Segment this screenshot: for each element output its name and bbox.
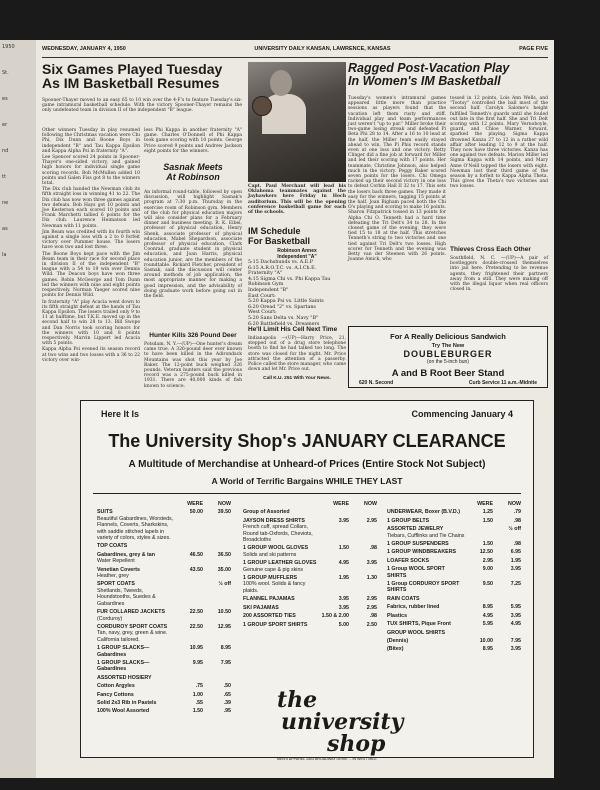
schedule-line: 6:15 A.R.O.T.C. vs. A.I.Ch.E. xyxy=(248,265,317,271)
ad2-column-3: WERE NOW UNDERWEAR, Boxer (B.V.D.) 1.25 .79 1 GROUP BELTS 1.50 .98 ASSORTED JEWELRY Tiebars, Cufflinks and Tie Chains ½ off 1 GROUP SUSPENDERS 1.50 .98 1 GROUP WINDBREAKERS 12.50 6.95 LOAFER SOCKS 2.95 1.95 1 Group WOOL SPORT SHIRTS 9.00 3.95 1 Group CORDUROY SPORT SHIRTS 9.50 7.25 RAIN COATS Fabrics, rubber lined 8.95 5.95 Plastics 4.95 3.95 TUX SHIRTS, Pique Front 5.95 4.95 GROUP WOOL SHIRTS (Dennis) 10.00 7.95 (Bitex) 8.95 3.95 xyxy=(387,501,521,653)
ad-item-was-price: 3.95 xyxy=(338,596,349,603)
ad2-column-2: WERE NOW Group of Assorted JAYSON DRESS SHIRTS French cuff, spread Collars, Round tab-Oxfords, Cheviots, Broadcloths 3.95 2.95 1 GROUP WOOL GLOVES Solids and ski patterns 1.50 .98 1 GROUP LEATHER GLOVES Genuine cape & pig skins 4.95 3.95 1 GROUP MUFFLERS 100% wool. Solids & fancy plaids. 1.95 1.30 FLANNEL PAJAMAS 3.95 2.95 SKI PAJAMAS 3.95 2.95 200 ASSORTED TIES 1.50 & 2.00 .98 1 GROUP SPORT SHIRTS 5.00 2.50 xyxy=(243,501,377,628)
ad-item xyxy=(97,581,231,607)
schedule-line: Robinson Gym xyxy=(248,282,284,288)
ad-item xyxy=(387,518,521,524)
ad-item xyxy=(243,509,377,515)
schedule-line: 5:15 Dachshunds vs. A.E.P xyxy=(248,260,314,265)
ad-item-name: GROUP WOOL SHIRTS xyxy=(387,629,446,636)
ad-item-was-price: 1.95 xyxy=(338,575,349,582)
ad-item xyxy=(97,567,231,580)
ad-item xyxy=(243,596,377,602)
ad-item-now-price: ½ off xyxy=(508,526,521,533)
schedule-line: West Court: xyxy=(248,310,277,316)
story5-column-b: tossed in 12 points, Lois Ann Wells, and "Tootsy" controlled the ball most of the second half. Carolyn Salome's height fulfilled Tenneth's guards until she fouled out late in the first half. She and Tri Delt scoring with 12 points. Mary Vernoboyle, guard, and Chloe Warner, forward, sparked the playing. Sigma Kappa drowned Kanza 27 to 12 in a rather wild affair after leading 12 to 9 at the half. They now have three victories. Kanza has one against two defeats. Marion Miller led Sigma Kappa with 14 points, and Mary Anne O'Neill topped the losers with eight. Newman lost their third game of the season by a forfeit to Kappa Alpha Theta. This gives the Theta's two victories and two losses. xyxy=(450,96,548,190)
ad2-commencing: Commencing January 4 xyxy=(411,409,513,419)
ad-item-was-price: 50.00 xyxy=(189,509,203,516)
ad2-tagline: A World of Terrific Bargains WHILE THEY LAST xyxy=(211,476,403,486)
ad-item-name: FLANNEL PAJAMAS xyxy=(243,596,295,603)
ad-item-was-price: 8.95 xyxy=(482,604,493,611)
ad-item-now-price: .98 xyxy=(369,545,377,552)
ad-item-name: 1 GROUP SLACKS—Gabardines xyxy=(97,659,150,673)
ad-item-now-price: 7.95 xyxy=(510,637,521,644)
ad-item-name: 100% Wool Assorted xyxy=(97,708,150,715)
schedule-line: East Court: xyxy=(248,293,276,299)
university-shop-ad xyxy=(80,400,534,761)
ad-item xyxy=(243,613,377,619)
ad-item-was-price: 1.50 & 2.00 xyxy=(321,613,349,620)
story4-headline: He'll Limit His Cell Next Time xyxy=(248,326,338,333)
ad-item-now-price: .50 xyxy=(223,683,231,690)
ad-item-now-price: .98 xyxy=(369,613,377,620)
story1-column-b: less Phi Kappa in another fraternity "A" game. Charles O'Donnell of Phi Kappa took game scoring with 10 points. George Price scored 9 points and Andrew Jackson eight points for the winners. xyxy=(144,128,242,154)
story1-paragraph: Lee Spencer scored 24 points in Spooner-Thayer's one-sided victory, and gained high honors for individual single game scoring records. Bob McMullen added 10 points and Galen Fiss got 8 to the winners total. xyxy=(42,155,140,187)
folio-date: WEDNESDAY, JANUARY 4, 1950 xyxy=(42,46,126,52)
ad-item-name: Group of Assorted xyxy=(243,509,290,516)
ad-item xyxy=(387,621,521,627)
ad2-banner: The University Shop's JANUARY CLEARANCE xyxy=(108,431,506,451)
ad-item-was-price: 9.50 xyxy=(482,581,493,588)
ad-item xyxy=(387,558,521,564)
edge-fragment: 1950 xyxy=(2,44,15,50)
ad-item-now-price: 36.50 xyxy=(217,551,231,558)
schedule-list: Robinson Annex Independent "A" 5:15 Dachshunds vs. A.E.P 6:15 A.R.O.T.C. vs. A.I.Ch.E. Fraternity "A" 4:15 Sigma Chi vs. Phi Kappa Tau Robinson Gym Independent "B" East Court: 5:20 Kappa Psi vs. Little Saints 6:20 Oread "2" vs. Spartans West Court: 5:20 Sans Delta vs. Navy "B" 6:20 Battlefield vs. Dreamers xyxy=(248,248,346,326)
ad-item-now-price: 2.50 xyxy=(366,621,377,628)
ad-item-name: 200 ASSORTED TIES xyxy=(243,613,296,620)
ad-item-was-price: 9.95 xyxy=(192,659,203,666)
ad2-subheadline: A Multitude of Merchandise at Unheard-of Prices (Entire Stock Not Subject) xyxy=(128,459,486,470)
schedule-line: 5:20 Sans Delta vs. Navy "B" xyxy=(248,315,319,321)
ad-item-now-price: .95 xyxy=(223,708,231,715)
ad-item-was-price: 10.95 xyxy=(189,645,203,652)
schedule-games xyxy=(248,260,346,327)
ad-item xyxy=(243,518,377,544)
ad-item-now-price: 3.95 xyxy=(510,612,521,619)
ad-item-name: FUR COLLARED JACKETS (Corduroy) xyxy=(97,609,175,622)
ad1-address: 620 N. Second xyxy=(359,380,394,386)
ad-item-was-price: 3.95 xyxy=(338,604,349,611)
ad-item-now-price: .39 xyxy=(223,699,231,706)
ad-item xyxy=(387,509,521,515)
photo-caption: Capt. Paul Merchant will lead his Oklahoma teammates against the Jayhawkers here Friday in Hoch auditorium. This will be the opening conference basketball game for each of the schools. xyxy=(248,184,346,216)
photo-head xyxy=(270,70,292,96)
ad-item-name: 1 GROUP SLACKS—Gabardines xyxy=(97,645,150,658)
ad-item-name: Solid 2x3 Rib in Pastels xyxy=(97,699,157,706)
ad-item-name: TUX SHIRTS, Pique Front xyxy=(387,621,451,628)
ad-item-now-price: ½ off xyxy=(218,581,231,588)
edge-fragment: ne xyxy=(2,200,9,206)
ad-item xyxy=(387,630,521,636)
ad-item-name: SPORT COATS Shetlands, Tweeds, Houndstooths, Suedes & Gabardines xyxy=(97,581,175,607)
ad-item-now-price: 10.50 xyxy=(217,609,231,616)
schedule-line: 6:20 Oread "2" vs. Spartans xyxy=(248,304,316,310)
ad-item-was-price: .75 xyxy=(195,683,203,690)
edge-fragment: nd xyxy=(2,148,9,154)
ad-item-was-price: 8.95 xyxy=(482,646,493,653)
doubleburger-ad: For A Really Delicious Sandwich Try The New DOUBLEBURGER (on the 5-inch bun) A and B Root Beer Stand 620 N. Second Curb Service 11 a.m.-Midnite xyxy=(348,326,548,388)
ad-item-now-price: 8.95 xyxy=(220,645,231,652)
story3-headline: Hunter Kills 326 Pound Deer xyxy=(149,332,237,339)
edge-fragment: es xyxy=(2,96,8,102)
ad-item xyxy=(387,646,521,652)
ad-item-was-price: 5.95 xyxy=(482,621,493,628)
schedule-headline: IM Schedule For Basketball xyxy=(248,226,311,246)
ad-item-was-price: 1.50 xyxy=(482,541,493,548)
story1-column-a xyxy=(42,128,140,382)
ad-item xyxy=(97,609,231,622)
folio-masthead: UNIVERSITY DAILY KANSAN, LAWRENCE, KANSAS xyxy=(254,46,391,52)
ad-item-name: Fancy Cottons xyxy=(97,691,134,698)
schedule-line: Fraternity "A" xyxy=(248,271,283,277)
story5-column-a: Tuesday's women's intramural games appeared little more than practice sessions as players found that the vacation left them rusty and stiff. Individual play and team performances just weren't "up to par." Miller broke their two-game losing streak and defeated Pi Beta Phi 28 to 14. After a 16 to 10 lead at the half, the Miller team easily stayed ahead to win. The Pi Phis record stands even at one loss and one victory. Betty Clinger did a fine job at forward for Miller and led their scoring with 17 points. Her teammate, Christine Johnson, also helped much in the victory. Peggy Baker scored seven points for the losers. Chi Omega racked up their second victory in one loss to defeat Corbin Hall II 32 to 17. This sets the losers back three games. They made it easy for the winners, tagging 15 points at the half. Joan Bigham paced both the Chi O's playing and scoring to make 16 points. Sharon Fitzpatrick tossed in 13 points for Alpha Chi O. Tenneth had a hard time defeating the Tri Delt's 34 to 28. In the closest game of the evening, they were tied 15 to 18 at the half. This stretches Tenneth's string to two victories and one tied against Tri Delt's two losses. High scorer for Tenneth and the evening was Betty van der Steenen with 26 points. Joanne Amick, who xyxy=(348,96,446,263)
ad-item xyxy=(97,692,231,698)
edge-fragment: er xyxy=(2,122,8,128)
ad-item-name: JAYSON DRESS SHIRTS French cuff, spread Collars, Round tab-Oxfords, Cheviots, Broadcloths xyxy=(243,518,321,544)
ad-item-now-price: 2.95 xyxy=(366,517,377,524)
ad-item-was-price: 43.50 xyxy=(189,566,203,573)
ad-item-was-price: 9.00 xyxy=(482,566,493,573)
ad-item-now-price: .79 xyxy=(513,509,521,516)
ad2-rule xyxy=(93,493,521,494)
ad-item-was-price: 1.50 xyxy=(482,517,493,524)
ad-item-description: Tiebars, Cufflinks and Tie Chains xyxy=(387,532,465,539)
ad-item-description: (Corduroy) xyxy=(97,615,123,622)
ad-item-name: 1 Group WOOL SPORT SHIRTS xyxy=(387,566,445,579)
ad-item-description: Heather, grey xyxy=(97,573,129,580)
ad-item-was-price: 1.50 xyxy=(338,545,349,552)
ad-item-was-price: 4.95 xyxy=(482,612,493,619)
ad-item xyxy=(387,581,521,594)
story1-paragraph: The Boone Boys kept pace with the Jim Beam team in their race for second place in division II of the independent "B" league with a 54 to 19 win over Dennis Wild. The Deacon boys have won three games. Robin McGeorge and Tom Dunn led the winners with nine and eight points respectively. Norman Yaeger scored nine points for Dennis Wild. xyxy=(42,251,140,299)
edge-fragment: tt xyxy=(2,174,6,180)
ad-item xyxy=(387,604,521,610)
ad-item-name: (Bitex) xyxy=(387,646,404,653)
page-folio xyxy=(42,46,548,58)
ad-item-name: TOP COATS xyxy=(97,543,128,550)
adjacent-page-edge xyxy=(0,40,36,778)
story2-body: An informal round-table, followed by open discussion, will highlight Sasnak's program at 7:30 p.m. Thursday in the exercise room of Robinson gym. Members of the club for physical education majors will also consider plans for a February dinner and business meeting. R. K. Eibel, professor of physical education, Henry Shenk, associate professor of physical education, Mabel Shepardson, associate professor of physical education, Clark Coonrad, graduate student in physical education, and Joan Harris, physical education junior, are the members of the roundtable. Rickard Fletcher, president of Sasnak, said the discussion will center around methods of job application, the most appropriate manner for making a good impression, and the advisability of doing graduate work before going out in the field. xyxy=(144,190,242,300)
news-tip-line: Call K.U. 251 With Your News. xyxy=(263,376,331,381)
ad-item-description: French cuff, spread Collars, Round tab-Oxfords, Cheviots, Broadcloths xyxy=(243,524,313,544)
ad-item-name: 1 GROUP MUFFLERS 100% wool. Solids & fancy plaids. xyxy=(243,575,321,594)
story1-paragraph: Other winners Tuesday in play resumed following the Christmas vacation were Chi Phi, Dix Dunn and Boone Boys in independent "B" and Tau Kappa Epsilon and Kappa Alpha Psi in fraternity "A". xyxy=(42,128,140,154)
ad-item-description: Shetlands, Tweeds, Houndstooths, Suedes & Gabardines xyxy=(97,587,156,607)
ad-item-now-price: .98 xyxy=(513,541,521,548)
ad-item-was-price: 22.50 xyxy=(189,623,203,630)
ad-item xyxy=(97,624,231,643)
ad-item-now-price: 12.95 xyxy=(217,623,231,630)
story4-body: Indianapolis —(UP)—Harry Price, 21, stepped out of a drug store telephone booth to find he had talked too long. The store was closed for the night. Mr. Price attracted the attention of a passerby. Police called the store manager, who came down and let Mr. Price out. xyxy=(248,336,346,373)
ad-item-name: 1 GROUP SUSPENDERS xyxy=(387,541,449,548)
ad-item-was-price: 2.95 xyxy=(482,557,493,564)
basketball-image xyxy=(252,96,272,116)
ad-item-name: 1 GROUP BELTS xyxy=(387,517,430,524)
edge-fragment: St. xyxy=(2,70,9,76)
ad-item-description: Water Repellent xyxy=(97,558,135,565)
ad-item xyxy=(243,575,377,594)
university-shop-logo: the university shop MEN'S APPAREL 1403 BROADWAY DRIVE ... IN WEST MILE xyxy=(277,687,404,761)
ad-item xyxy=(243,545,377,558)
ad1-hours: Curb Service 11 a.m.-Midnite xyxy=(468,380,537,386)
ad-item-now-price: 6.95 xyxy=(510,549,521,556)
ad-item-now-price: 4.95 xyxy=(510,621,521,628)
ad-item-was-price: 1.25 xyxy=(482,509,493,516)
schedule-line: 4:15 Sigma Chi vs. Phi Kappa Tau xyxy=(248,276,331,282)
ad-item-now-price: 35.00 xyxy=(217,566,231,573)
ad-item xyxy=(243,605,377,611)
ad-item-now-price: .98 xyxy=(513,517,521,524)
ad-item xyxy=(387,638,521,644)
ad-item-was-price: 12.50 xyxy=(479,549,493,556)
story1-paragraph: Jim Beam was credited with its fourth win against a single loss with a 2 to 0 forfeit victory over Pummer house. The losers have won two and lost three. xyxy=(42,229,140,251)
ad-item xyxy=(97,645,231,658)
ad-item-name: 1 GROUP WINDBREAKERS xyxy=(387,549,457,556)
ad-item xyxy=(243,622,377,628)
ad-item xyxy=(97,509,231,541)
schedule-line: Independent "B" xyxy=(248,287,289,293)
ad-item-now-price: 2.95 xyxy=(366,604,377,611)
ad-item-name: SKI PAJAMAS xyxy=(243,604,279,611)
story1-headline: Six Games Played Tuesday As IM Basketball Resumes xyxy=(42,61,223,91)
ad-item-name: (Dennis) xyxy=(387,637,409,644)
ad-item-name: 1 Group CORDUROY SPORT SHIRTS xyxy=(387,581,460,594)
ad-item-now-price: 7.95 xyxy=(220,659,231,666)
ad-item-now-price: 39.50 xyxy=(217,509,231,516)
ad-item xyxy=(387,541,521,547)
ad-item-description: Genuine cape & pig skins xyxy=(243,566,304,573)
story1-paragraph: In fraternity "A" play Acacia went down to its fifth straight defeat at the hands of Tau Kappa Epsilon. The losers trailed only 9 to 11 at halftime, but T.K.E. moved up in the second half to win 28 to 13. Bill Swope and Dan Norris took scoring honors for the winners with 10 and 8 points respectively. Marvin Lippert led Acacia with 5 points. xyxy=(42,299,140,347)
story1-lead: Spooner-Thayer moved to an easy 65 to 10 win over the 4-F's to feature Tuesday's six-game intramural basketball schedule. With the victory Spooner-Thayer remains the only undefeated team in division II of the independent "B" league. xyxy=(42,98,242,114)
ad-item xyxy=(387,613,521,619)
ad-item xyxy=(97,683,231,689)
edge-fragment: as xyxy=(2,226,8,232)
ad-item-name: 1 GROUP SPORT SHIRTS xyxy=(243,621,308,628)
ad-item-description: Tan, navy, grey, green & wine. California tailored. xyxy=(97,630,168,643)
ad-item-name: LOAFER SOCKS xyxy=(387,557,430,564)
ad-item-name: Plastics xyxy=(387,612,408,619)
ad-item-name: RAIN COATS xyxy=(387,595,420,602)
ad-item-now-price: 2.95 xyxy=(366,596,377,603)
ad-item-was-price: 3.95 xyxy=(338,517,349,524)
ad-item-was-price: 22.50 xyxy=(189,609,203,616)
story6-headline: Thieves Cross Each Other xyxy=(450,246,531,253)
ad-item-name: Fabrics, rubber lined xyxy=(387,604,440,611)
ad-item xyxy=(97,543,231,549)
ad-item-description: Beautiful Gabardines, Worsteds, Flannels, Coverts, Sharkskins, with saddle stitched lapels in variety of colors, styles & sizes. xyxy=(97,515,174,542)
ad-item-now-price: 7.25 xyxy=(510,581,521,588)
ad-item-was-price: 4.95 xyxy=(338,560,349,567)
ad-item-name: ASSORTED HOSIERY xyxy=(97,674,152,681)
ad-item-name: Venetian Coverts Heather, grey xyxy=(97,567,175,580)
ad-item-name: Cotton Argyles xyxy=(97,683,135,690)
ad-item-was-price: .55 xyxy=(195,699,203,706)
story6-body: Southfield, N. C. —(UP)—A pair of bootleggers double-crossed themselves into jail here. Pretending to be revenue agents, they frightened their partners away from a still. They were making off with the illegal liquor when real officers closed in. xyxy=(450,256,548,293)
ad-item-now-price: 1.30 xyxy=(366,575,377,582)
ad-item-name: Gabardines, grey & tan Water Repellent xyxy=(97,552,175,565)
folio-page-number: PAGE FIVE xyxy=(519,46,548,52)
ad-item-was-price: 5.00 xyxy=(338,621,349,628)
ad-item xyxy=(243,560,377,573)
ad-item xyxy=(97,700,231,706)
ad-item xyxy=(387,596,521,602)
ad-item-name: CORDUROY SPORT COATS Tan, navy, grey, green & wine. California tailored. xyxy=(97,624,175,643)
ad-item-now-price: 3.95 xyxy=(366,560,377,567)
ad-item-now-price: 5.95 xyxy=(510,604,521,611)
ad-item xyxy=(387,526,521,539)
ad-item-was-price: 46.50 xyxy=(189,551,203,558)
story1-paragraph: Kappa Alpha Psi evened its season record at two wins and two losses with a 36 to 22 victory over win- xyxy=(42,347,140,363)
story2-headline: Sasnak Meets At Robinson xyxy=(163,162,223,182)
ad-item-now-price: 3.95 xyxy=(510,566,521,573)
ad-item-now-price: 1.95 xyxy=(510,557,521,564)
ad-item-name: 1 GROUP WOOL GLOVES Solids and ski patterns xyxy=(243,545,321,558)
ad-item xyxy=(97,660,231,673)
ad-item-name: SUITS Beautiful Gabardines, Worsteds, Flannels, Coverts, Sharkskins, with saddle stitched lapels in variety of colors, styles & sizes. xyxy=(97,509,174,542)
ad-item-was-price: 10.00 xyxy=(479,637,493,644)
ad-item-now-price: .65 xyxy=(223,691,231,698)
edge-fragment: la xyxy=(2,252,7,258)
story3-body: Potsdam, N. Y.—(UP)—One hunter's dream came true. A 326-pound deer ever known to have been killed in the Adirondack Mountains was shot this year by Joe Baker. The 12-point buck weighed 326 pounds. Veteran hunters said the previous record was a 275-pound buck killed in 1931. There are 40,000 kinds of fish known to science. xyxy=(144,342,242,389)
ad2-column-1: WERE NOW SUITS Beautiful Gabardines, Worsteds, Flannels, Coverts, Sharkskins, with saddle stitched lapels in variety of colors, styles & sizes. 50.00 39.50 TOP COATS Gabardines, grey & tan Water Repellent 46.50 36.50 Venetian Coverts Heather, grey 43.50 35.00 SPORT COATS Shetlands, Tweeds, Houndstooths, Suedes & Gabardines ½ off FUR COLLARED JACKETS (Corduroy) 22.50 10.50 CORDUROY SPORT COATS Tan, navy, grey, green & wine. California tailored. 22.50 12.95 1 GROUP SLACKS—Gabardines 10.95 8.95 1 GROUP SLACKS—Gabardines 9.95 7.95 ASSORTED HOSIERY Cotton Argyles .75 .50 Fancy Cottons 1.00 .65 Solid 2x3 Rib in Pastels .55 .39 100% Wool Assorted 1.50 .95 xyxy=(97,501,231,715)
ad-item-description: Solids and ski patterns xyxy=(243,551,297,558)
story1-paragraph: The Dix club handed the Newman club its fifth straight loss in winning 41 to 22. The Dix club has now won three games against two defeats. Bob Hays got 10 points and Joe Kesterson each scored 10 points and Frank Marchetti tallied 6 points for the Dix club. Laurence Heimatson led Newman with 11 points. xyxy=(42,187,140,229)
ad-item xyxy=(97,552,231,565)
ad-item-name: ASSORTED JEWELRY Tiebars, Cufflinks and Tie Chains xyxy=(387,526,465,539)
story5-headline: Ragged Post-Vacation Play In Women's IM Basketball xyxy=(348,61,510,88)
ad2-here-it-is: Here It Is xyxy=(101,409,140,419)
ad-item-was-price: 1.50 xyxy=(192,708,203,715)
ad-item xyxy=(97,708,231,714)
ad-item xyxy=(97,675,231,681)
schedule-line: 5:20 Kappa Psi vs. Little Saints xyxy=(248,299,324,305)
ad-item-now-price: 3.95 xyxy=(510,646,521,653)
ad-item-name: UNDERWEAR, Boxer (B.V.D.) xyxy=(387,509,460,516)
ad-item-was-price: 1.00 xyxy=(192,691,203,698)
schedule-line: 6:20 Battlefield vs. Dreamers xyxy=(248,321,320,327)
ad-item-description: 100% wool. Solids & fancy plaids. xyxy=(243,581,306,594)
player-photo xyxy=(248,62,346,182)
ad-item xyxy=(387,566,521,579)
ad-item-name: 1 GROUP LEATHER GLOVES Genuine cape & pig skins xyxy=(243,560,321,573)
ad-item xyxy=(387,549,521,555)
